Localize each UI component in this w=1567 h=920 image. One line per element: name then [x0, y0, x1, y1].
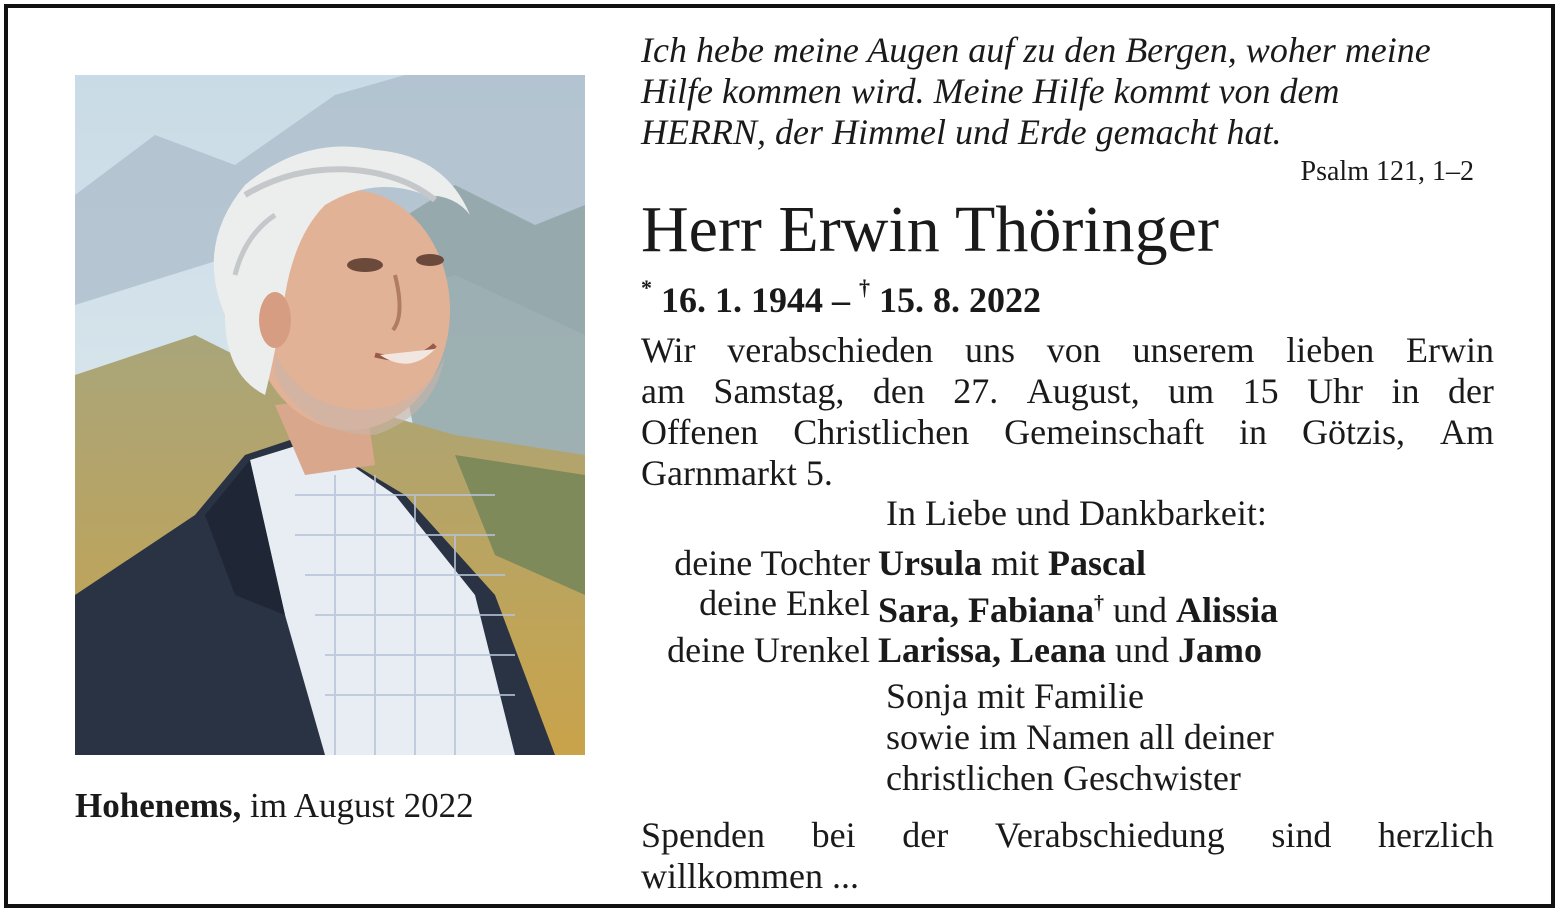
announcement-line [641, 330, 1494, 371]
announcement-line [641, 412, 1494, 453]
birth-symbol: * [641, 275, 652, 300]
announcement-word: um [1168, 371, 1215, 411]
death-date: 15. 8. 2022 [879, 280, 1041, 320]
announcement-word: Gemeinschaft [1004, 412, 1205, 452]
donation-note [641, 815, 1494, 897]
donation-word: sind [1271, 815, 1332, 855]
bible-verse [641, 30, 1494, 153]
place-city: Hohenems, [75, 786, 242, 825]
relative-name: Pascal [1048, 543, 1147, 583]
announcement-word: unserem [1132, 330, 1255, 370]
place-date-text: im August 2022 [241, 786, 474, 825]
relative-row [641, 630, 1278, 670]
donation-word: bei [811, 815, 856, 855]
deceased-name: Herr Erwin Thöringer [641, 193, 1219, 266]
announcement-word: Götzis, [1302, 412, 1406, 452]
relative-label: deine Urenkel [667, 630, 870, 670]
relative-label: deine Tochter [674, 543, 870, 583]
announcement-word: in [1239, 412, 1268, 452]
relative-connector: mit [982, 543, 1049, 583]
announcement-word: in [1391, 371, 1420, 411]
verse-reference: Psalm 121, 1–2 [1300, 156, 1474, 187]
other-mourners [886, 676, 1274, 799]
relative-name: Alissia [1176, 590, 1279, 630]
place-date [75, 786, 474, 826]
verse-line: Hilfe kommen wird. Meine Hilfe kommt von dem [641, 71, 1340, 111]
announcement-word: den [872, 371, 925, 411]
announcement-word: 27. [953, 371, 999, 411]
relative-name: Larissa, Leana [878, 630, 1107, 670]
announcement-word: Offenen [641, 412, 759, 452]
announcement-word: lieben [1286, 330, 1375, 370]
announcement-word: der [1447, 371, 1494, 411]
donation-word: Verabschiedung [994, 815, 1225, 855]
mourner-line: Sonja mit Familie [886, 676, 1144, 716]
announcement-line [641, 371, 1494, 412]
life-dates [641, 270, 1494, 322]
relative-name: Sara, Fabiana [878, 590, 1095, 630]
relative-row [641, 583, 1278, 630]
relative-names [878, 630, 1262, 670]
signoff: In Liebe und Dankbarkeit: [886, 493, 1267, 533]
announcement-word: Am [1439, 412, 1494, 452]
relative-name: Jamo [1178, 630, 1263, 670]
mourner-line: christlichen Geschwister [886, 758, 1241, 798]
announcement-word: am [641, 371, 685, 411]
relative-name: † [1094, 592, 1105, 614]
announcement-word: Wir [641, 330, 696, 370]
relative-label: deine Enkel [699, 583, 870, 623]
death-symbol: † [859, 275, 870, 300]
verse-line: Ich hebe meine Augen auf zu den Bergen, woher meine [641, 30, 1431, 70]
announcement-word: August, [1026, 371, 1140, 411]
announcement-word: Uhr [1307, 371, 1364, 411]
relative-name: Ursula [878, 543, 983, 583]
relative-names [878, 583, 1278, 630]
birth-date: 16. 1. 1944 [661, 280, 823, 320]
verse-line: HERRN, der Himmel und Erde gemacht hat. [641, 112, 1282, 152]
portrait-photo [75, 75, 585, 755]
announcement-text [641, 330, 1494, 494]
announcement-line [641, 453, 1494, 494]
announcement-word: Erwin [1405, 330, 1494, 370]
announcement-word: Christlichen [793, 412, 970, 452]
donation-line [641, 856, 1494, 897]
relatives-list [641, 543, 1278, 670]
announcement-word: Garnmarkt 5. [641, 453, 833, 493]
donation-word: Spenden [641, 815, 765, 855]
announcement-word: Samstag, [713, 371, 845, 411]
announcement-word: verabschieden [727, 330, 934, 370]
announcement-word: uns [964, 330, 1015, 370]
relative-row [641, 543, 1278, 583]
relative-connector: und [1106, 630, 1179, 670]
mourner-line: sowie im Namen all deiner [886, 717, 1274, 757]
announcement-word: 15 [1242, 371, 1279, 411]
donation-word: willkommen ... [641, 856, 859, 896]
announcement-word: von [1046, 330, 1101, 370]
donation-word: der [902, 815, 949, 855]
date-separator: – [832, 280, 850, 320]
donation-word: herzlich [1378, 815, 1494, 855]
relative-names [878, 543, 1146, 583]
relative-connector: und [1104, 590, 1177, 630]
donation-line [641, 815, 1494, 856]
